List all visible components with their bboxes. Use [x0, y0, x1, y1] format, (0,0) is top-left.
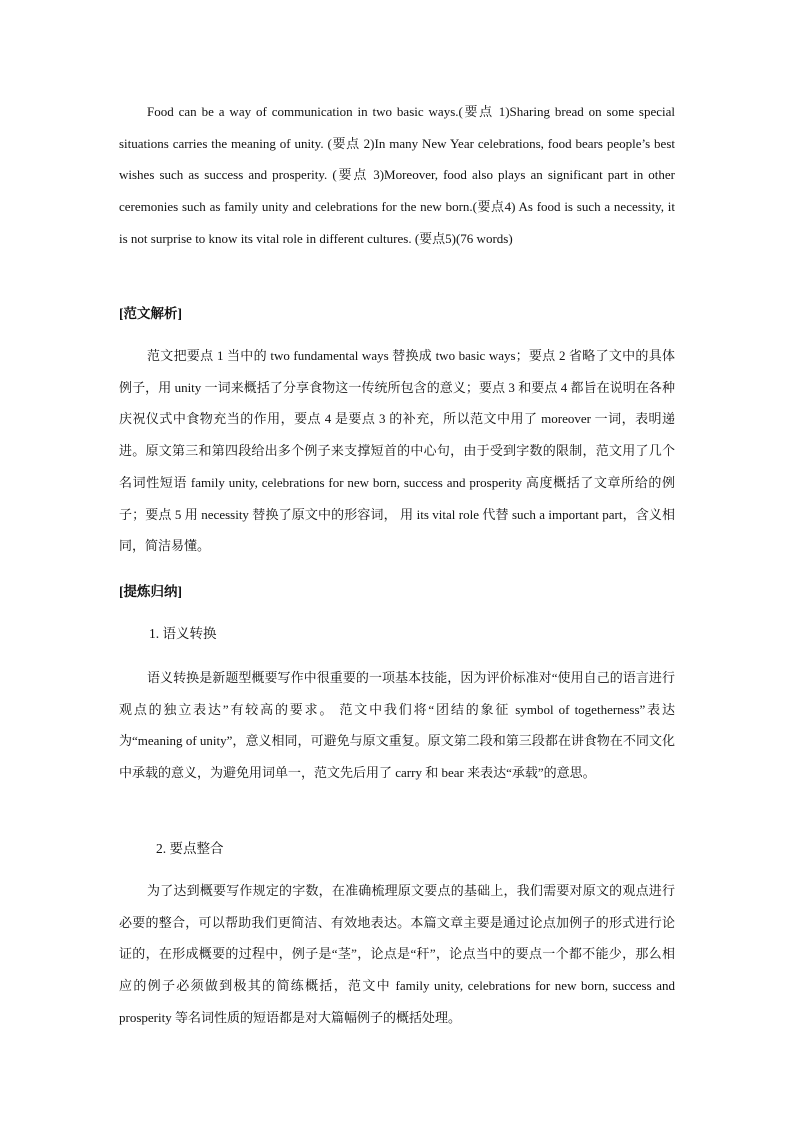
- subheading-semantic-conversion: 1. 语义转换: [149, 626, 217, 641]
- analysis-paragraph: 范文把要点 1 当中的 two fundamental ways 替换成 two basic ways；要点 2 省略了文中的具体例子，用 unity 一词来概括了分享食物这一传统所包含的意义；要点 3 和要点 4 都旨在说明在各种庆祝仪式中食物充当的作用，要点 4 是要点 3 的补充，所以范文中用了 moreover 一词，表明递进。原文第三和第四段给出多个例子来支撑短首的中心句，由于受到字数的限制，范文用了几个名词性短语 family unity, celebrations for new born, success and prosperity 高度概括了文章所给的例子；要点 5 用 necessity 替换了原文中的形容词， 用 its vital role 代替 such a important part，含义相同，简洁易懂。: [119, 348, 675, 554]
- section-heading-model-analysis: [范文解析]: [119, 306, 182, 321]
- subheading-key-point-integration: 2. 要点整合: [156, 841, 224, 856]
- semantic-conversion-paragraph: 语义转换是新题型概要写作中很重要的一项基本技能，因为评价标准对“使用自己的语言进行观点的独立表达”有较高的要求。 范文中我们将“团结的象征 symbol of togetherness”表达为“meaning of unity”，意义相同，可避免与原文重复。原文第二段和第三段都在讲食物在不同文化中承载的意义，为避免用词单一，范文先后用了 carry 和 bear 来表达“承载”的意思。: [119, 670, 675, 781]
- section-heading-summary: [提炼归纳]: [119, 584, 182, 599]
- summary-paragraph: Food can be a way of communication in two basic ways.(要点 1)Sharing bread on some special situations carries the meaning of unity. (要点 2)In many New Year celebrations, food bears people’s best wishes such as success and prosperity. (要点 3)Moreover, food also plays an significant part in other ceremonies such as family unity and celebrations for the new born.(要点4) As food is such a necessity, it is not surprise to know its vital role in different cultures. (要点5)(76 words): [119, 104, 675, 246]
- key-point-integration-paragraph: 为了达到概要写作规定的字数，在准确梳理原文要点的基础上，我们需要对原文的观点进行必要的整合，可以帮助我们更简洁、有效地表达。本篇文章主要是通过论点加例子的形式进行论证的，在形成概要的过程中，例子是“茎”，论点是“秆”，论点当中的要点一个都不能少，那么相应的例子必须做到极其的简练概括，范文中 family unity, celebrations for new born, success and prosperity 等名词性质的短语都是对大篇幅例子的概括处理。: [119, 883, 675, 1025]
